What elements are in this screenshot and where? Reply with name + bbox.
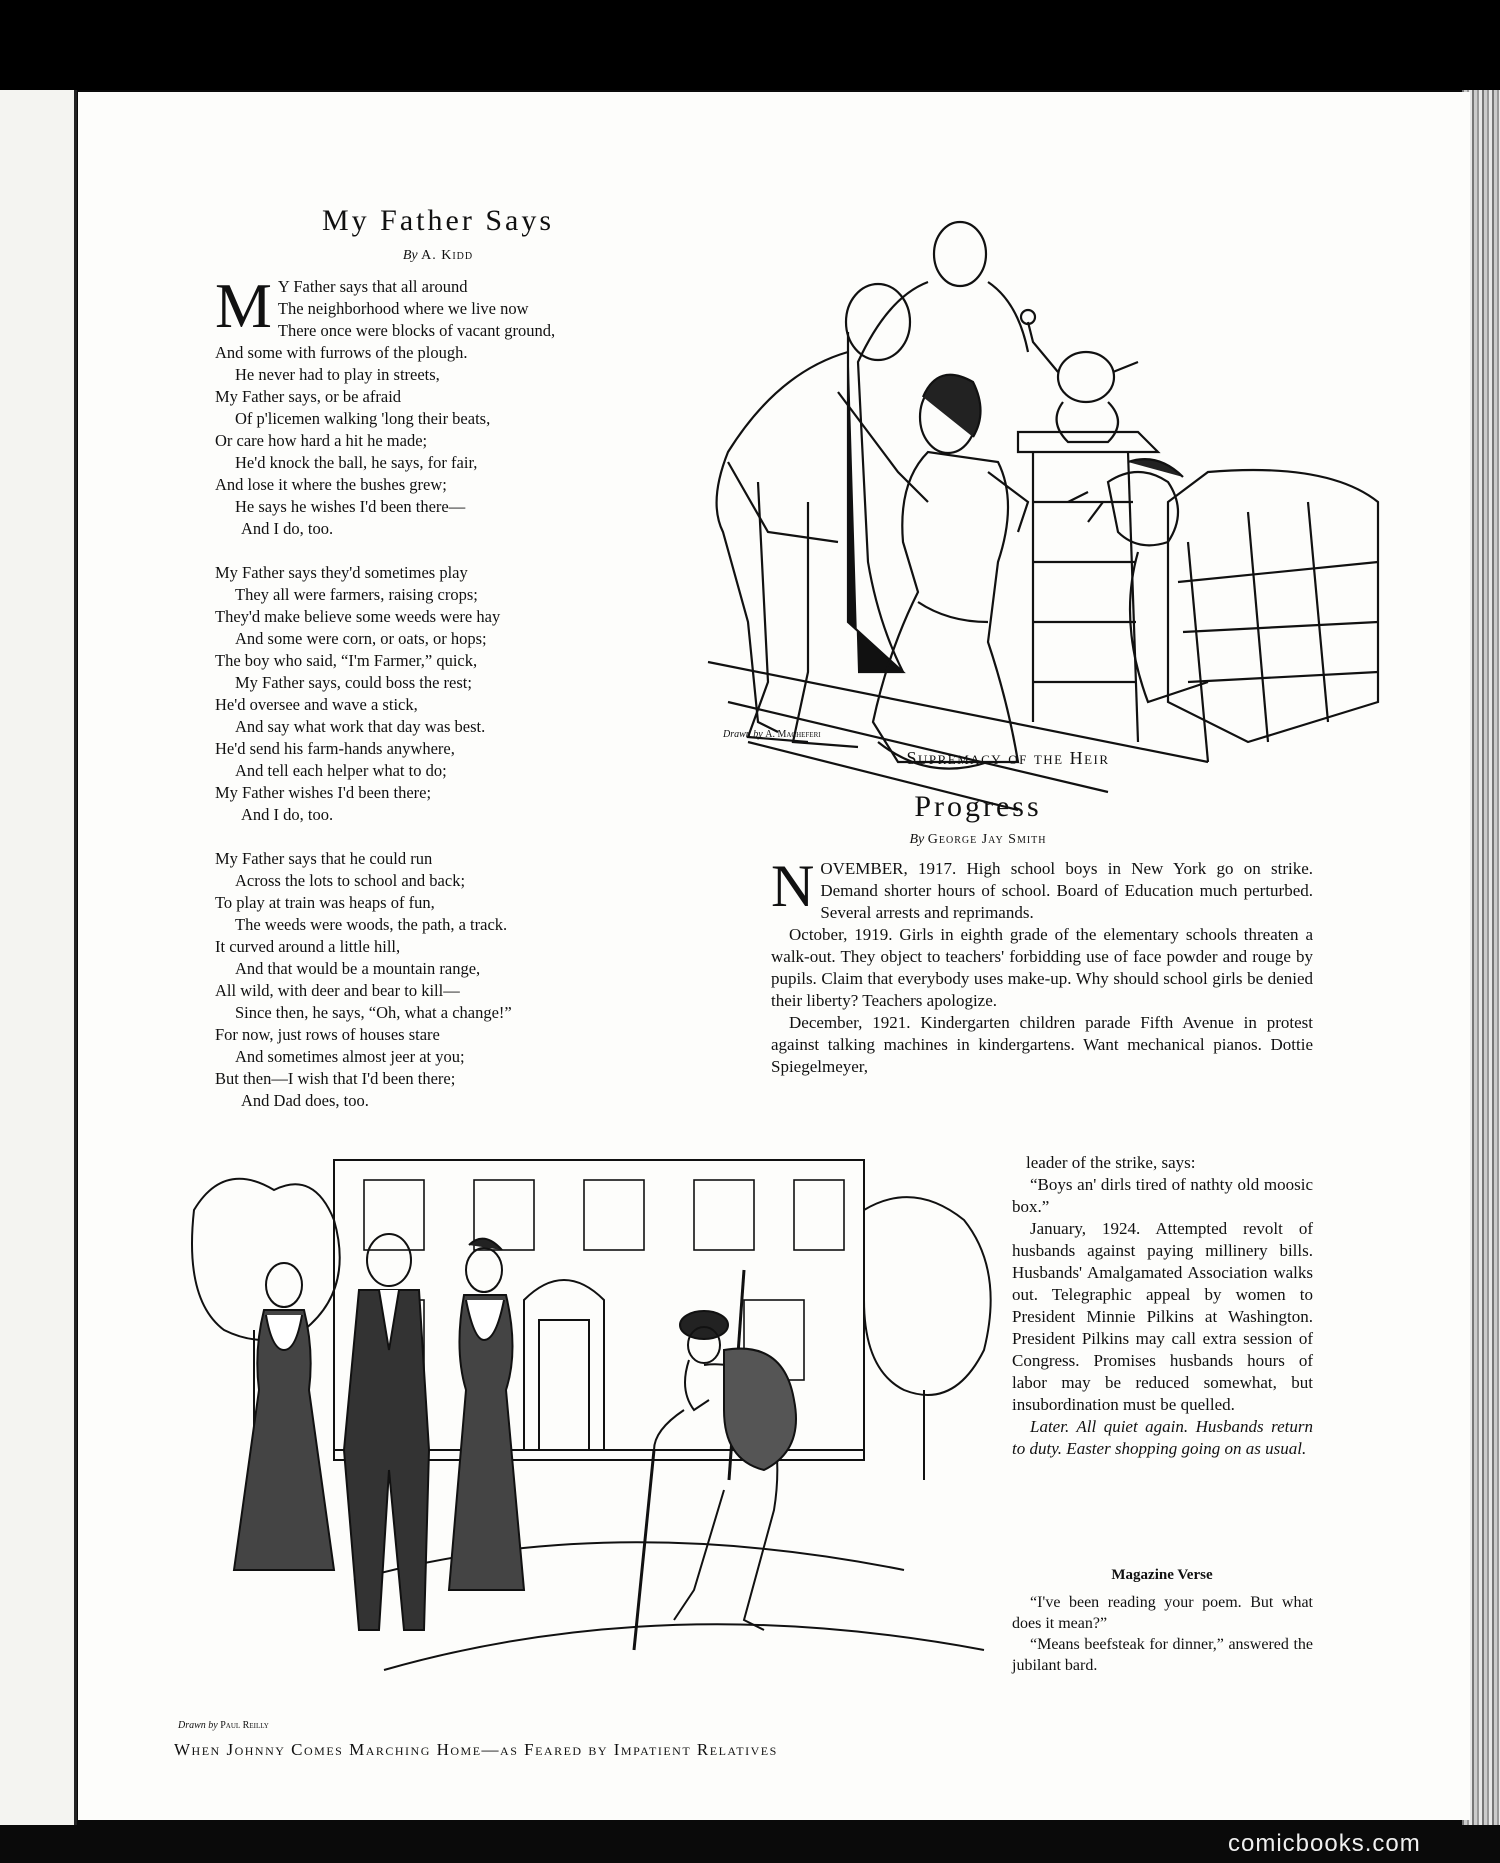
poem-line: Of p'licemen walking 'long their beats, <box>235 409 491 428</box>
poem-stanza-3 <box>215 848 685 1112</box>
poem-line: My Father says they'd sometimes play <box>215 563 468 582</box>
progress-by-word: By <box>909 832 925 847</box>
scan-left-binding <box>0 90 77 1825</box>
poem-title: My Father Says <box>322 204 554 237</box>
poem-line: And I do, too. <box>241 805 334 824</box>
illustration-top-credit-prefix: Drawn by <box>723 729 763 740</box>
poem-dropcap: M <box>215 270 272 341</box>
poem-line: And say what work that day was best. <box>235 717 486 736</box>
poem-line: To play at train was heaps of fun, <box>215 893 435 912</box>
illustration-top-caption: Supremacy of the Heir <box>906 748 1110 768</box>
watermark: comicbooks.com <box>1228 1830 1421 1857</box>
illustration-johnny-comes-marching-home <box>184 1150 1004 1718</box>
poem-line: And lose it where the bushes grew; <box>215 475 447 494</box>
illustration-bottom-credit <box>178 1720 269 1731</box>
poem-byline <box>218 248 658 264</box>
poem-line: But then—I wish that I'd been there; <box>215 1069 456 1088</box>
johnny-drawing <box>184 1150 1004 1718</box>
poem-line: And some were corn, or oats, or hops; <box>235 629 487 648</box>
poem-line: There once were blocks of vacant ground, <box>277 321 556 340</box>
poem-line: My Father says, or be afraid <box>215 387 402 406</box>
poem-body <box>215 270 685 1134</box>
poem-line: He'd knock the ball, he says, for fair, <box>235 453 478 472</box>
poem-line: He says he wishes I'd been there— <box>235 497 466 516</box>
poem-stanza-1 <box>215 342 685 540</box>
progress-author: George Jay Smith <box>927 832 1047 847</box>
illustration-bottom-credit-artist: Paul Reilly <box>220 1720 269 1731</box>
poem-line: The boy who said, “I'm Farmer,” quick, <box>215 651 478 670</box>
poem-line: For now, just rows of houses stare <box>215 1025 440 1044</box>
poem-line: My Father says, could boss the rest; <box>235 673 472 692</box>
illustration-top-credit <box>723 729 821 740</box>
poem-line: The neighborhood where we live now <box>277 299 529 318</box>
poem-line: All wild, with deer and bear to kill— <box>215 981 460 1000</box>
poem-stanza-2 <box>215 562 685 826</box>
poem-line: My Father says that he could run <box>215 849 433 868</box>
poem-line: He'd oversee and wave a stick, <box>215 695 418 714</box>
poem-line: He'd send his farm-hands anywhere, <box>215 739 455 758</box>
progress-body-narrow <box>1012 1152 1313 1460</box>
poem-line: And Dad does, too. <box>241 1091 369 1110</box>
progress-paragraph-6: January, 1924. Attempted revolt of husbands against paying millinery bills. Husbands' Amalgamated Association walks out. Telegraphic appeal by women to President Minnie Pilkins at Washington. President Pilkins may call extra session of Congress. Promises husbands hours of labor may be reduced somewhat, but insubordination must be quelled. <box>1012 1219 1313 1414</box>
magazine-page <box>78 92 1470 1820</box>
progress-paragraph-5: “Boys an' dirls tired of nathty old moosic box.” <box>1012 1175 1313 1216</box>
poem-line: Y Father says that all around <box>277 277 468 296</box>
poem-line: Or care how hard a hit he made; <box>215 431 428 450</box>
progress-paragraph-1: NOVEMBER, 1917. High school boys in New York go on strike. Demand shorter hours of school. Board of Education much perturbed. Several arrests and reprimands. <box>771 853 1313 922</box>
progress-paragraph-2: October, 1919. Girls in eighth grade of the elementary schools threaten a walk-out. They object to teachers' forbidding use of face powder and rouge by pupils. Claim that everybody uses make-up. Why should school girls be denied their liberty? Teachers apologize. <box>771 925 1313 1010</box>
progress-body <box>771 853 1313 1078</box>
poem-line: My Father wishes I'd been there; <box>215 783 432 802</box>
poem-line: They all were farmers, raising crops; <box>235 585 478 604</box>
poem-line: They'd make believe some weeds were hay <box>215 607 501 626</box>
poem-line: The weeds were woods, the path, a track. <box>235 915 508 934</box>
poem-line: Since then, he says, “Oh, what a change!” <box>235 1003 512 1022</box>
magazine-verse-line: “I've been reading your poem. But what does it mean?” <box>1012 1594 1313 1632</box>
poem-line: And some with furrows of the plough. <box>215 343 468 362</box>
progress-title: Progress <box>914 790 1042 823</box>
magazine-verse-body <box>1012 1592 1313 1676</box>
progress-paragraph-3: December, 1921. Kindergarten children parade Fifth Avenue in protest against talking machines in kindergartens. Want mechanical pianos. Dottie Spiegelmeyer, <box>771 1013 1313 1076</box>
heir-drawing <box>688 202 1400 812</box>
magazine-verse-line: “Means beefsteak for dinner,” answered the jubilant bard. <box>1012 1636 1313 1674</box>
poem-line: And I do, too. <box>241 519 334 538</box>
illustration-top-credit-artist: A. Macheferi <box>765 729 821 740</box>
progress-byline <box>828 832 1128 848</box>
illustration-bottom-caption: When Johnny Comes Marching Home—as Feared by Impatient Relatives <box>174 1740 778 1759</box>
poem-line: It curved around a little hill, <box>215 937 401 956</box>
scan-top-shadow <box>0 0 1500 90</box>
illustration-supremacy-of-the-heir <box>688 202 1400 812</box>
poem-author: A. Kidd <box>421 248 474 263</box>
progress-paragraph-7: Later. All quiet again. Husbands return to duty. Easter shopping going on as usual. <box>1012 1417 1313 1458</box>
poem-line: Across the lots to school and back; <box>235 871 466 890</box>
poem-by-word: By <box>402 248 418 263</box>
poem-opening <box>215 270 685 342</box>
poem-line: And that would be a mountain range, <box>235 959 481 978</box>
poem-line: He never had to play in streets, <box>235 365 440 384</box>
progress-dropcap: N <box>771 853 815 919</box>
poem-line: And tell each helper what to do; <box>235 761 447 780</box>
poem-line: And sometimes almost jeer at you; <box>235 1047 465 1066</box>
magazine-verse-title: Magazine Verse <box>1111 1567 1213 1583</box>
illustration-bottom-credit-prefix: Drawn by <box>178 1720 218 1731</box>
progress-paragraph-4: leader of the strike, says: <box>1026 1153 1196 1172</box>
